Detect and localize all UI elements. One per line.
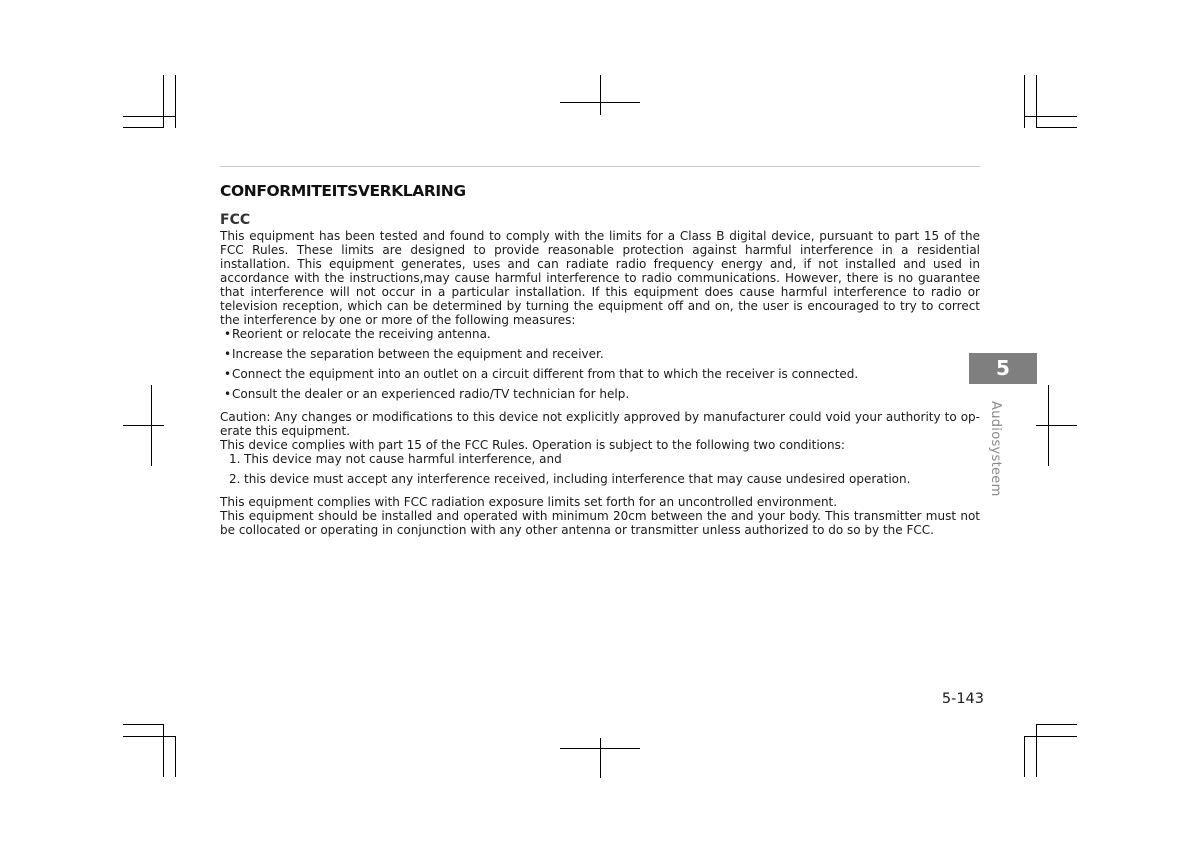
list-item bbox=[229, 452, 980, 466]
item-text: This device may not cause harmful interference, and bbox=[244, 452, 562, 466]
crop-mark bbox=[123, 116, 176, 117]
list-item bbox=[224, 327, 980, 341]
bullet-text: Increase the separation between the equipment and receiver. bbox=[232, 347, 604, 361]
crop-mark bbox=[175, 736, 176, 777]
page-number: 5-143 bbox=[941, 691, 984, 707]
exposure-paragraph: This equipment complies with FCC radiation exposure limits set forth for an uncontrolled environment. bbox=[220, 495, 838, 509]
registration-mark bbox=[123, 425, 164, 426]
header-rule bbox=[220, 166, 980, 167]
crop-mark bbox=[163, 724, 164, 777]
item-number: 1. bbox=[229, 452, 241, 466]
list-item bbox=[224, 347, 980, 361]
list-item bbox=[224, 387, 980, 401]
caution-paragraph: Caution: Any changes or modifications to this device not explicitly approved by manufacturer could void your authority to op-erate this equipment. bbox=[220, 410, 980, 438]
crop-mark bbox=[123, 127, 164, 128]
fcc-intro-paragraph: This equipment has been tested and found to comply with the limits for a Class B digital device, pursuant to part 15 of the FCC Rules. These limits are designed to provide reasonable protection against harmful interference in a residential installation. This equipment generates, uses and can radiate radio frequency energy and, if not installed and used in accordance with the instructions,may cause harmful interference to radio communications. However, there is no guarantee that interference will not occur in a particular installation. If this equipment does cause harmful interference to radio or television reception, which can be determined by turning the equipment off and on, the user is encouraged to try to correct the interference by one or more of the following measures: bbox=[220, 229, 980, 327]
installation-paragraph: This equipment should be installed and operated with minimum 20cm between the and your body. This transmitter must not be collocated or operating in conjunction with any other antenna or transmitter unless authorized to do so by the FCC. bbox=[220, 509, 980, 537]
bullet-icon: • bbox=[224, 347, 232, 361]
crop-mark bbox=[1024, 116, 1077, 117]
crop-mark bbox=[1024, 736, 1077, 737]
bullet-icon: • bbox=[224, 367, 232, 381]
registration-mark bbox=[560, 748, 640, 749]
bullet-text: Reorient or relocate the receiving antenna. bbox=[232, 327, 491, 341]
chapter-label: Audiosysteem bbox=[988, 401, 1003, 497]
bullet-icon: • bbox=[224, 327, 232, 341]
registration-mark bbox=[600, 738, 601, 778]
crop-mark bbox=[1036, 127, 1077, 128]
crop-mark bbox=[1036, 724, 1077, 725]
page-content bbox=[220, 181, 980, 537]
list-item bbox=[229, 472, 980, 486]
crop-mark bbox=[123, 736, 176, 737]
registration-mark bbox=[560, 102, 640, 103]
registration-mark bbox=[600, 75, 601, 115]
bullet-text: Connect the equipment into an outlet on a circuit different from that to which the receiver is connected. bbox=[232, 367, 859, 381]
compliance-paragraph: This device complies with part 15 of the FCC Rules. Operation is subject to the following two conditions: bbox=[220, 438, 845, 452]
crop-mark bbox=[163, 75, 164, 128]
crop-mark bbox=[123, 724, 164, 725]
list-item bbox=[224, 367, 980, 381]
bullet-text: Consult the dealer or an experienced radio/TV technician for help. bbox=[232, 387, 630, 401]
chapter-tab: 5 bbox=[969, 353, 1037, 384]
bullet-icon: • bbox=[224, 387, 232, 401]
item-number: 2. bbox=[229, 472, 241, 486]
crop-mark bbox=[175, 75, 176, 128]
item-text: this device must accept any interference received, including interference that may cause undesired operation. bbox=[244, 472, 911, 486]
crop-mark bbox=[1036, 724, 1037, 777]
crop-mark bbox=[1024, 75, 1025, 128]
subsection-title: FCC bbox=[220, 212, 251, 228]
registration-mark bbox=[1036, 425, 1077, 426]
crop-mark bbox=[1036, 75, 1037, 128]
crop-mark bbox=[1024, 736, 1025, 777]
section-title: CONFORMITEITSVERKLARING bbox=[220, 182, 466, 200]
